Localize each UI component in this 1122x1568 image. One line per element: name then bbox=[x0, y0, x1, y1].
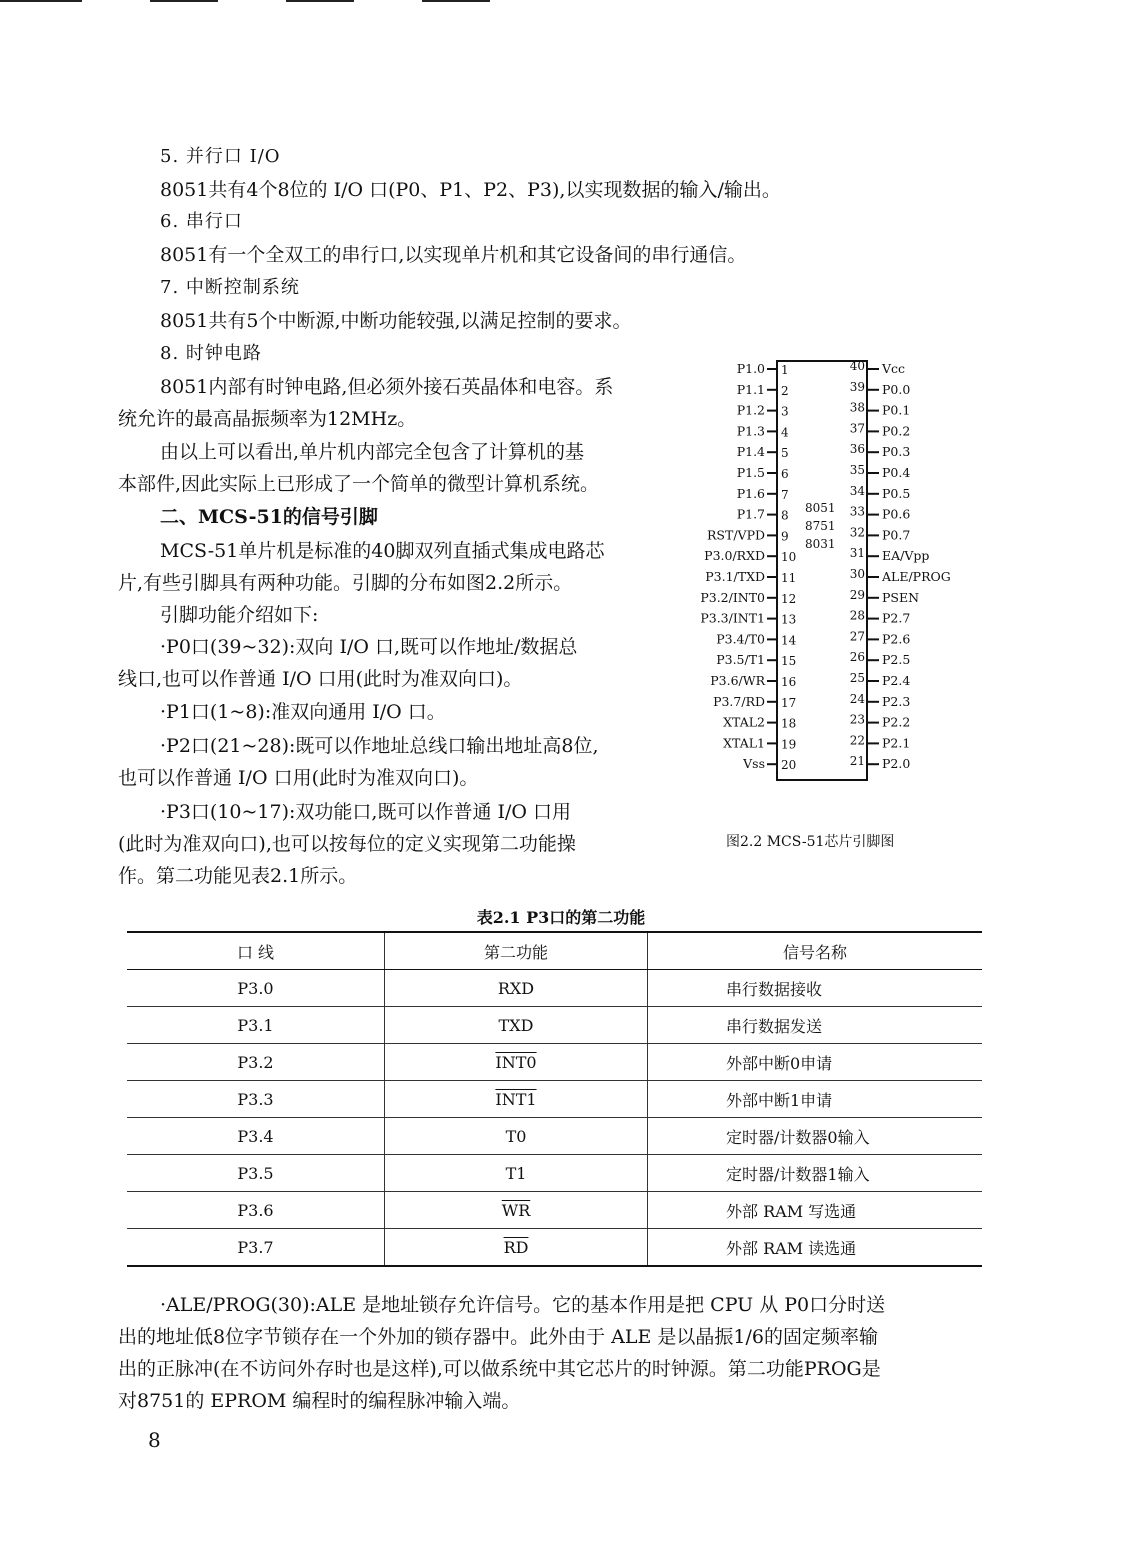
right-pin-name: P2.7 bbox=[882, 610, 911, 626]
section-text-serial: 8051有一个全双工的串行口,以实现单片机和其它设备间的串行通信。 bbox=[160, 244, 747, 266]
table-row bbox=[127, 970, 982, 1007]
right-pin-number: 37 bbox=[849, 421, 865, 436]
table-row bbox=[127, 1118, 982, 1155]
left-pin-name: XTAL2 bbox=[723, 714, 765, 730]
cell-signal: 定时器/计数器0输入 bbox=[648, 1118, 983, 1155]
cell-port: P3.1 bbox=[127, 1007, 385, 1044]
table-row bbox=[127, 1229, 982, 1267]
chip-model-label: 8751 bbox=[805, 519, 836, 533]
p2-desc-line: ·P2口(21~28):既可以作地址总线口输出地址高8位, bbox=[160, 735, 599, 757]
pin-func-intro: 引脚功能介绍如下: bbox=[160, 604, 319, 626]
left-pin-name: RST/VPD bbox=[707, 527, 765, 543]
cell-function-overlined: $\overline{WR}$ bbox=[501, 1200, 531, 1220]
right-pin-number: 25 bbox=[849, 671, 865, 685]
header-port-line: 口 线 bbox=[127, 932, 385, 970]
left-pin-number: 6 bbox=[781, 467, 789, 481]
left-pin-number: 8 bbox=[781, 508, 789, 523]
left-pin-name: P3.4/T0 bbox=[716, 631, 765, 647]
cell-function-overlined: INT1 bbox=[495, 1089, 537, 1109]
left-pin-number: 20 bbox=[781, 758, 797, 773]
left-pin-number: 15 bbox=[781, 654, 797, 669]
top-rule bbox=[0, 0, 82, 2]
section-text-interrupt: 8051共有5个中断源,中断功能较强,以满足控制的要求。 bbox=[160, 310, 632, 332]
right-pin-name: Vcc bbox=[882, 361, 906, 376]
cell-signal: 外部中断0申请 bbox=[648, 1044, 983, 1081]
right-pin-number: 31 bbox=[849, 546, 865, 561]
cell-signal: 串行数据接收 bbox=[648, 970, 983, 1007]
left-pin-name: XTAL1 bbox=[723, 735, 765, 751]
left-pin-name: P1.2 bbox=[736, 402, 765, 418]
header-signal-name: 信号名称 bbox=[648, 932, 983, 970]
right-pin-number: 36 bbox=[849, 442, 865, 457]
right-pin-number: 26 bbox=[849, 650, 865, 665]
left-pin-number: 11 bbox=[781, 571, 797, 585]
table-row bbox=[127, 1155, 982, 1192]
right-pin-name: ALE/PROG bbox=[882, 569, 951, 584]
top-rule bbox=[286, 0, 354, 2]
right-pin-name: P0.1 bbox=[882, 402, 911, 418]
ale-desc-line: 出的地址低8位字节锁存在一个外加的锁存器中。此外由于 ALE 是以晶振1/6的固定频率输 bbox=[118, 1326, 878, 1348]
right-pin-number: 22 bbox=[849, 733, 865, 748]
header-second-function: 第二功能 bbox=[385, 932, 648, 970]
section-heading-clock: 8. 时钟电路 bbox=[160, 343, 262, 364]
pin-section-heading: 二、MCS-51的信号引脚 bbox=[160, 506, 378, 528]
left-pin-number: 7 bbox=[781, 487, 789, 502]
page-number: 8 bbox=[148, 1428, 161, 1452]
table-header-row bbox=[127, 932, 982, 970]
left-pin-number: 1 bbox=[781, 363, 789, 377]
right-pin-number: 38 bbox=[849, 400, 865, 415]
left-pin-name: P1.0 bbox=[736, 361, 765, 376]
top-rule bbox=[422, 0, 490, 2]
p3-desc-line: (此时为准双向口),也可以按每位的定义实现第二功能操 bbox=[118, 833, 576, 855]
right-pin-number: 29 bbox=[849, 587, 865, 602]
left-pin-number: 10 bbox=[781, 550, 797, 565]
left-pin-number: 9 bbox=[781, 529, 789, 544]
right-pin-name: P0.4 bbox=[882, 465, 911, 480]
clock-text-line: 统允许的最高晶振频率为12MHz。 bbox=[118, 408, 417, 430]
left-pin-number: 18 bbox=[781, 716, 797, 731]
cell-port: P3.4 bbox=[127, 1118, 385, 1155]
cell-signal: 外部 RAM 写选通 bbox=[648, 1192, 983, 1229]
cell-port: P3.7 bbox=[127, 1229, 385, 1267]
p0-desc-line: 线口,也可以作普通 I/O 口用(此时为准双向口)。 bbox=[118, 668, 523, 690]
right-pin-name: PSEN bbox=[882, 589, 920, 605]
left-pin-name: P3.6/WR bbox=[710, 673, 765, 688]
ale-desc-line: 出的正脉冲(在不访问外存时也是这样),可以做系统中其它芯片的时钟源。第二功能PROG是 bbox=[118, 1358, 881, 1380]
right-pin-number: 30 bbox=[849, 567, 865, 581]
p0-desc-line: ·P0口(39~32):双向 I/O 口,既可以作地址/数据总 bbox=[160, 636, 578, 658]
ale-desc-line: 对8751的 EPROM 编程时的编程脉冲输入端。 bbox=[118, 1390, 521, 1412]
p1-desc: ·P1口(1~8):准双向通用 I/O 口。 bbox=[160, 701, 446, 723]
section-heading-parallel: 5. 并行口 I/O bbox=[160, 146, 281, 167]
p3-second-function-table bbox=[127, 931, 982, 1267]
right-pin-name: P2.0 bbox=[882, 756, 911, 772]
right-pin-name: P2.2 bbox=[882, 714, 911, 730]
cell-function: TXD bbox=[385, 1007, 648, 1044]
right-pin-number: 23 bbox=[849, 712, 865, 727]
left-pin-number: 13 bbox=[781, 612, 797, 627]
left-pin-number: 5 bbox=[781, 446, 789, 461]
right-pin-number: 39 bbox=[849, 379, 865, 394]
p3-desc-line: 作。第二功能见表2.1所示。 bbox=[118, 865, 358, 887]
section-heading-interrupt: 7. 中断控制系统 bbox=[160, 277, 300, 298]
left-pin-number: 16 bbox=[781, 675, 797, 689]
right-pin-number: 40 bbox=[849, 359, 865, 373]
right-pin-name: P0.2 bbox=[882, 423, 911, 439]
right-pin-name: P2.4 bbox=[882, 673, 911, 688]
left-pin-name: Vss bbox=[743, 756, 765, 772]
top-rule bbox=[150, 0, 218, 2]
pin-intro-line: MCS-51单片机是标准的40脚双列直插式集成电路芯 bbox=[160, 540, 605, 562]
right-pin-number: 34 bbox=[849, 483, 865, 498]
right-pin-name: EA/Vpp bbox=[882, 548, 930, 564]
right-pin-name: P2.1 bbox=[882, 735, 911, 751]
cell-signal: 定时器/计数器1输入 bbox=[648, 1155, 983, 1192]
ale-desc-line: ·ALE/PROG(30):ALE 是地址锁存允许信号。它的基本作用是把 CPU 从 P0口分时送 bbox=[160, 1294, 886, 1316]
left-pin-name: P3.1/TXD bbox=[705, 569, 765, 584]
cell-signal: 外部中断1申请 bbox=[648, 1081, 983, 1118]
chip-model-label: 8051 bbox=[805, 501, 836, 515]
cell-function: RXD bbox=[385, 970, 648, 1007]
left-pin-name: P3.3/INT1 bbox=[700, 610, 765, 626]
right-pin-number: 33 bbox=[849, 504, 865, 519]
pin-intro-line: 片,有些引脚具有两种功能。引脚的分布如图2.2所示。 bbox=[118, 572, 573, 594]
right-pin-number: 27 bbox=[849, 629, 865, 644]
left-pin-name: P3.2/INT0 bbox=[700, 589, 765, 605]
table-row bbox=[127, 1007, 982, 1044]
cell-function bbox=[385, 1044, 648, 1081]
right-pin-number: 28 bbox=[849, 608, 865, 623]
right-pin-number: 32 bbox=[849, 525, 865, 540]
left-pin-number: 12 bbox=[781, 591, 797, 606]
right-pin-name: P0.6 bbox=[882, 506, 911, 522]
cell-function: T0 bbox=[385, 1118, 648, 1155]
chip-model-label: 8031 bbox=[805, 537, 836, 551]
left-pin-name: P1.4 bbox=[736, 444, 765, 460]
cell-port: P3.2 bbox=[127, 1044, 385, 1081]
cell-port: P3.0 bbox=[127, 970, 385, 1007]
right-pin-name: P2.5 bbox=[882, 652, 911, 668]
right-pin-name: P0.5 bbox=[882, 485, 911, 501]
left-pin-number: 4 bbox=[781, 425, 789, 440]
cell-port: P3.5 bbox=[127, 1155, 385, 1192]
cell-signal: 串行数据发送 bbox=[648, 1007, 983, 1044]
figure-caption: 图2.2 MCS-51芯片引脚图 bbox=[726, 834, 895, 850]
table-row bbox=[127, 1192, 982, 1229]
right-pin-name: P2.6 bbox=[882, 631, 911, 647]
right-pin-number: 35 bbox=[849, 463, 865, 477]
cell-function bbox=[385, 1229, 648, 1267]
left-pin-name: P3.0/RXD bbox=[704, 548, 765, 564]
left-pin-number: 14 bbox=[781, 633, 797, 648]
cell-function bbox=[385, 1081, 648, 1118]
cell-function bbox=[385, 1192, 648, 1229]
left-pin-number: 2 bbox=[781, 383, 789, 398]
left-pin-number: 3 bbox=[781, 404, 789, 419]
right-pin-number: 21 bbox=[849, 754, 865, 769]
summary-text-line: 由以上可以看出,单片机内部完全包含了计算机的基 bbox=[160, 441, 585, 463]
cell-port: P3.6 bbox=[127, 1192, 385, 1229]
cell-function-overlined: $\overline{RD}$ bbox=[503, 1237, 529, 1257]
right-pin-name: P2.3 bbox=[882, 693, 911, 709]
left-pin-name: P1.5 bbox=[736, 465, 765, 480]
left-pin-name: P1.7 bbox=[736, 506, 765, 522]
right-pin-name: P0.0 bbox=[882, 381, 911, 397]
table-row bbox=[127, 1044, 982, 1081]
cell-port: P3.3 bbox=[127, 1081, 385, 1118]
section-heading-serial: 6. 串行口 bbox=[160, 211, 243, 232]
left-pin-name: P1.1 bbox=[736, 381, 765, 397]
left-pin-number: 19 bbox=[781, 737, 797, 752]
table-caption: 表2.1 P3口的第二功能 bbox=[476, 908, 646, 927]
summary-text-line: 本部件,因此实际上已形成了一个简单的微型计算机系统。 bbox=[118, 473, 600, 495]
left-pin-number: 17 bbox=[781, 695, 797, 710]
cell-function-overlined: INT0 bbox=[495, 1052, 537, 1072]
table-row bbox=[127, 1081, 982, 1118]
left-pin-name: P3.7/RD bbox=[713, 693, 765, 709]
left-pin-name: P3.5/T1 bbox=[716, 652, 765, 668]
left-pin-name: P1.6 bbox=[736, 485, 765, 501]
cell-signal: 外部 RAM 读选通 bbox=[648, 1229, 983, 1267]
clock-text-line: 8051内部有时钟电路,但必须外接石英晶体和电容。系 bbox=[160, 376, 614, 398]
p2-desc-line: 也可以作普通 I/O 口用(此时为准双向口)。 bbox=[118, 767, 479, 789]
section-text-parallel: 8051共有4个8位的 I/O 口(P0、P1、P2、P3),以实现数据的输入/输出。 bbox=[160, 179, 781, 201]
right-pin-name: P0.3 bbox=[882, 444, 911, 460]
cell-function: T1 bbox=[385, 1155, 648, 1192]
left-pin-name: P1.3 bbox=[736, 423, 765, 439]
chip-pinout-diagram bbox=[675, 355, 975, 795]
right-pin-name: P0.7 bbox=[882, 527, 911, 543]
p3-desc-line: ·P3口(10~17):双功能口,既可以作普通 I/O 口用 bbox=[160, 801, 572, 823]
right-pin-number: 24 bbox=[849, 691, 865, 706]
